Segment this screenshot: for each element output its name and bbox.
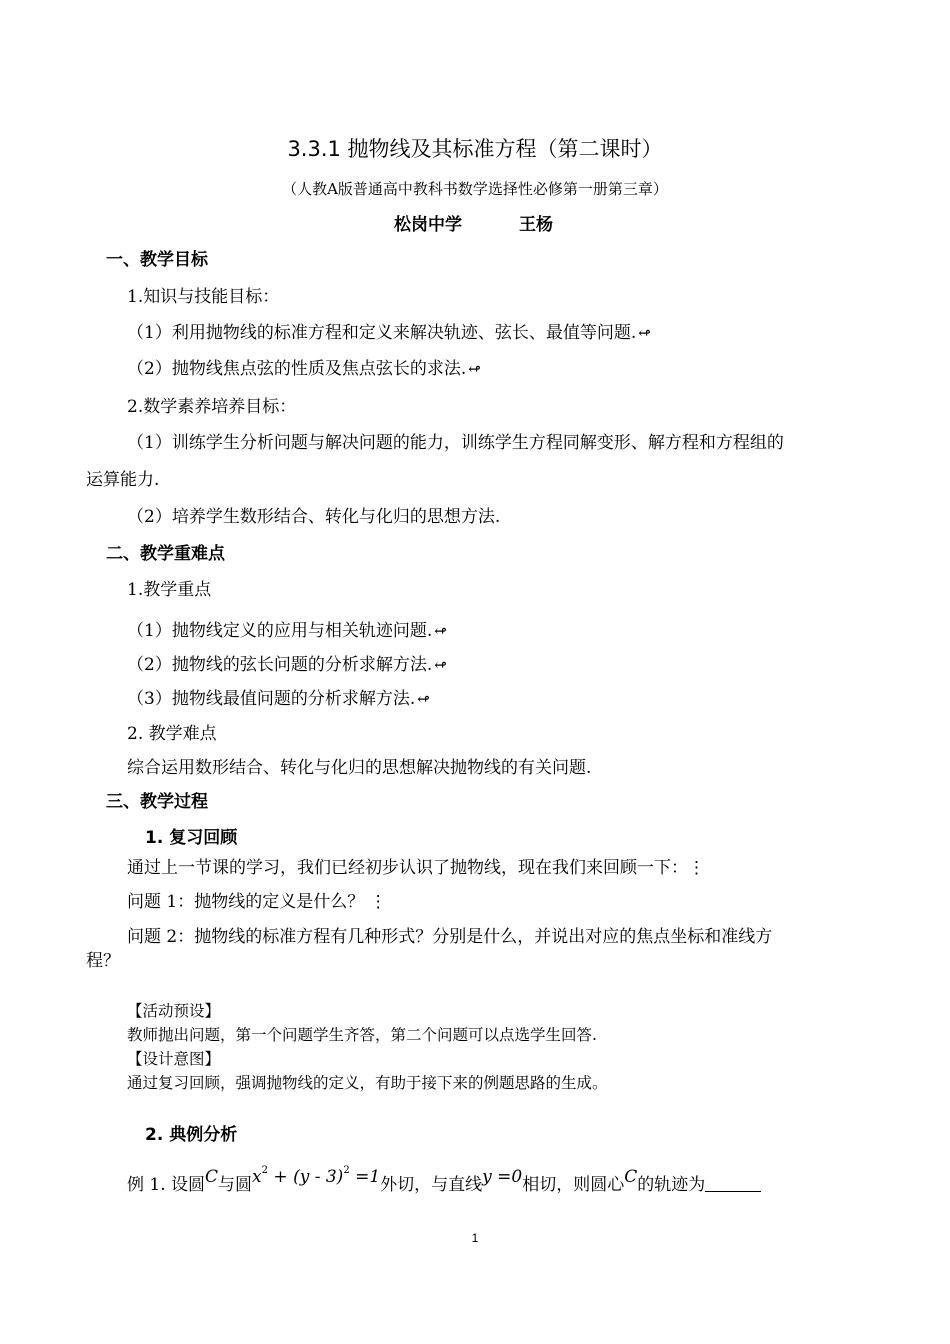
return-mark-icon: ↫	[417, 690, 430, 708]
return-mark-icon: ↫	[638, 324, 651, 342]
section-heading-process: 三、教学过程	[106, 792, 208, 812]
return-mark-icon: ↫	[434, 622, 447, 640]
question-2-line-1: 问题 2：抛物线的标准方程有几种形式？分别是什么，并说出对应的焦点坐标和准线方	[127, 927, 773, 947]
author-name: 王杨	[519, 215, 553, 235]
review-heading: 1. 复习回顾	[145, 828, 238, 848]
school-name: 松岗中学	[394, 215, 462, 235]
goal2-item-2: （2）培养学生数形结合、转化与化归的思想方法.	[127, 507, 501, 527]
vertical-ellipsis-icon: ⋮	[688, 858, 705, 878]
page-subtitle: （人教A版普通高中教科书数学选择性必修第一册第三章）	[282, 180, 668, 198]
goal1-label: 1.知识与技能目标：	[127, 287, 280, 307]
activity-label: 【活动预设】	[127, 1002, 221, 1020]
goal2-label: 2.数学素养培养目标：	[127, 397, 297, 417]
section-heading-key-points: 二、教学重难点	[106, 544, 225, 564]
goal1-item-2: （2）抛物线焦点弦的性质及焦点弦长的求法. ↫	[127, 359, 481, 379]
page-title: 3.3.1 抛物线及其标准方程（第二课时）	[287, 137, 663, 161]
review-intro: 通过上一节课的学习，我们已经初步认识了抛物线，现在我们来回顾一下：⋮	[127, 858, 705, 878]
section-heading-goals: 一、教学目标	[106, 250, 208, 270]
difficulty-text: 综合运用数形结合、转化与化归的思想解决抛物线的有关问题.	[127, 758, 592, 778]
activity-text: 教师抛出问题，第一个问题学生齐答，第二个问题可以点选学生回答.	[127, 1026, 597, 1044]
return-mark-icon: ↫	[434, 656, 447, 674]
key-point-1: （1）抛物线定义的应用与相关轨迹问题. ↫	[127, 621, 447, 641]
question-1: 问题 1：抛物线的定义是什么？ ⋮	[127, 892, 387, 912]
example-heading: 2. 典例分析	[145, 1125, 238, 1145]
return-mark-icon: ↫	[468, 360, 481, 378]
key-points-label: 1.教学重点	[127, 580, 212, 600]
design-label: 【设计意图】	[127, 1050, 221, 1068]
vertical-ellipsis-icon: ⋮	[364, 892, 387, 912]
answer-blank	[705, 1175, 761, 1192]
example-1: 例 1. 设圆C与圆$x^2 + (y - 3)^2 =1$外切，与直线y =0相切，则圆心C的轨迹为	[127, 1160, 761, 1196]
key-point-2: （2）抛物线的弦长问题的分析求解方法. ↫	[127, 655, 447, 675]
design-text: 通过复习回顾，强调抛物线的定义，有助于接下来的例题思路的生成。	[127, 1074, 608, 1092]
page-number: 1	[471, 1231, 479, 1245]
question-2-line-2: 程？	[86, 951, 120, 971]
key-point-3: （3）抛物线最值问题的分析求解方法. ↫	[127, 689, 430, 709]
goal2-item-1-line-2: 运算能力.	[86, 470, 160, 490]
difficulty-label: 2. 教学难点	[127, 724, 217, 744]
goal1-item-1: （1）利用抛物线的标准方程和定义来解决轨迹、弦长、最值等问题. ↫	[127, 323, 651, 343]
goal2-item-1-line-1: （1）训练学生分析问题与解决问题的能力，训练学生方程同解变形、解方程和方程组的	[127, 433, 784, 453]
